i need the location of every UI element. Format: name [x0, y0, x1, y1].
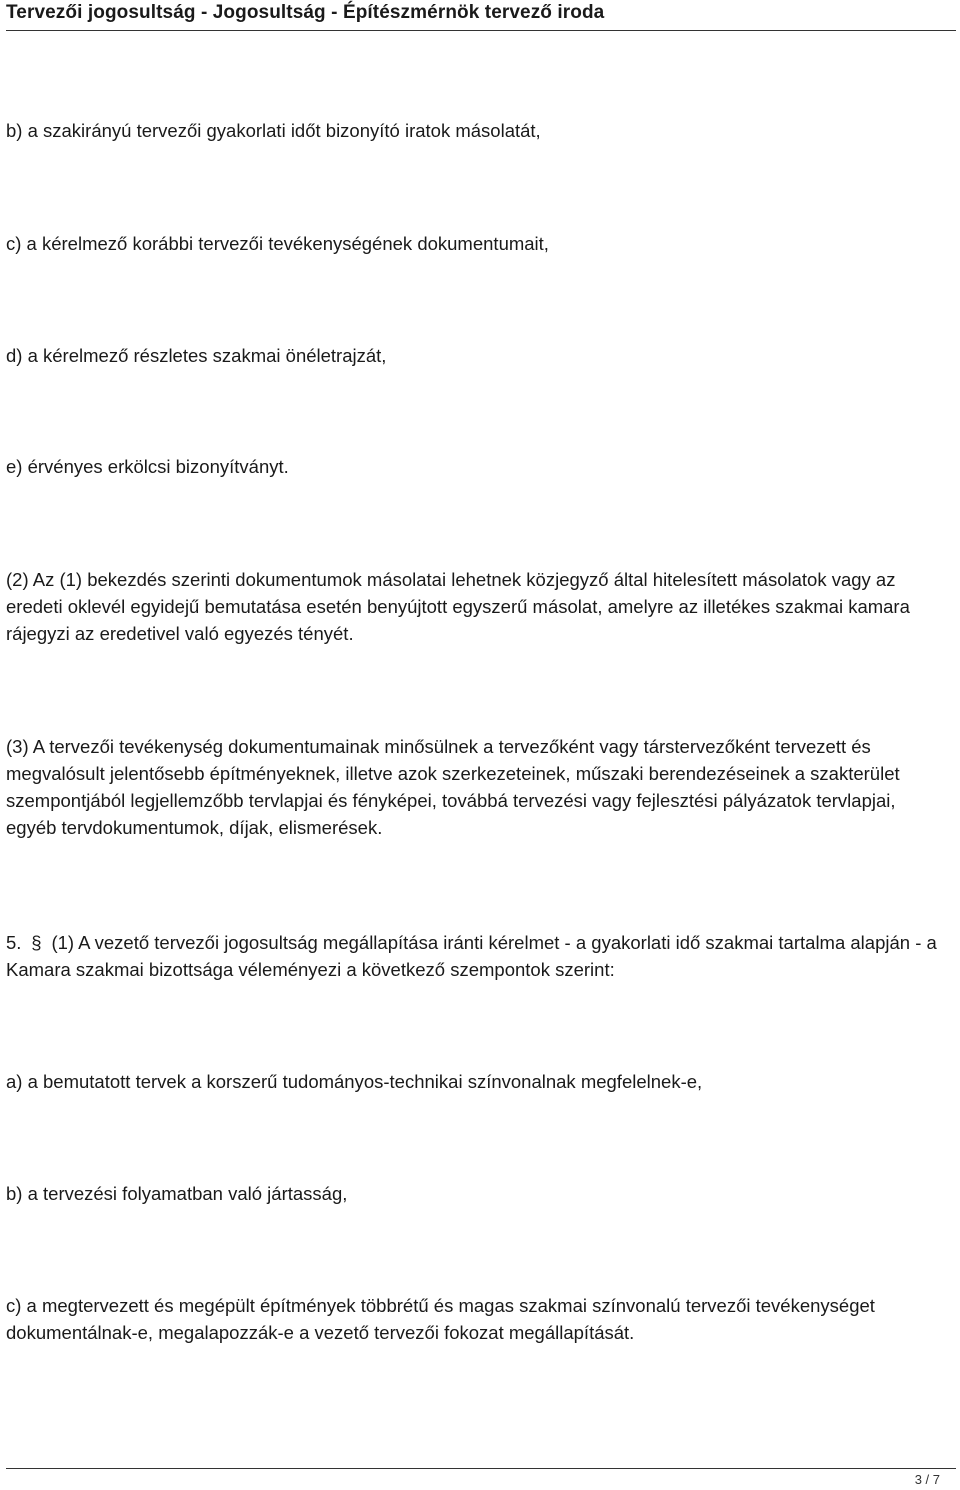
section-5-paragraph: [6, 929, 950, 983]
page-number: 3 / 7: [914, 1472, 940, 1487]
section-5-text: (1) A vezető tervezői jogosultság megállapítása iránti kérelmet - a gyakorlati idő szakmai tartalma alapján - a Kamara szakmai bizottsága véleményezi a következő szempontok szerint:: [6, 932, 937, 980]
paragraph-3-design-documents: (3) A tervezői tevékenység dokumentumainak minősülnek a tervezőként vagy társtervezőként tervezett és megvalósult jelentősebb építményeknek, illetve azok szerkezeteinek, műszaki berendezéseinek a szakterület szempontjából legjellemzőbb tervlapjai és fényképei, továbbá tervezési vagy fejlesztési pályázatok tervlapjai, egyéb tervdokumentumok, díjak, elismerések.: [6, 736, 900, 838]
paragraph-c-documents: c) a kérelmező korábbi tervezői tevékenységének dokumentumait,: [6, 233, 549, 254]
criteria-b-process-expertise: b) a tervezési folyamatban való jártasság,: [6, 1183, 348, 1204]
section-number: 5.: [6, 932, 22, 953]
document-title: Tervezői jogosultság - Jogosultság - Építészmérnök tervező iroda: [6, 2, 605, 23]
paragraph-d-cv: d) a kérelmező részletes szakmai önéletrajzát,: [6, 345, 387, 366]
criteria-a-modern-standards: a) a bemutatott tervek a korszerű tudományos-technikai színvonalnak megfelelnek-e,: [6, 1071, 703, 1092]
paragraph-2-copies-rules: (2) Az (1) bekezdés szerinti dokumentumok másolatai lehetnek közjegyző által hitelesített másolatok vagy az eredeti oklevél egyidejű bemutatása esetén benyújtott egyszerű másolat, amelyre az illetékes szakmai kamara rájegyzi az eredetivel való egyezés tényét.: [6, 569, 910, 644]
paragraph-b-copies: b) a szakirányú tervezői gyakorlati időt bizonyító iratok másolatát,: [6, 120, 541, 141]
page-header: [6, 0, 956, 34]
header-divider: [6, 30, 956, 31]
section-sign-link[interactable]: §: [31, 932, 42, 953]
paragraph-e-certificate: e) érvényes erkölcsi bizonyítványt.: [6, 456, 289, 477]
footer-divider: [6, 1468, 956, 1469]
criteria-c-design-activity: c) a megtervezett és megépült építmények többrétű és magas szakmai színvonalú tervezői tevékenységet dokumentálnak-e, megalapozzák-e a vezető tervezői fokozat megállapítását.: [6, 1295, 875, 1343]
